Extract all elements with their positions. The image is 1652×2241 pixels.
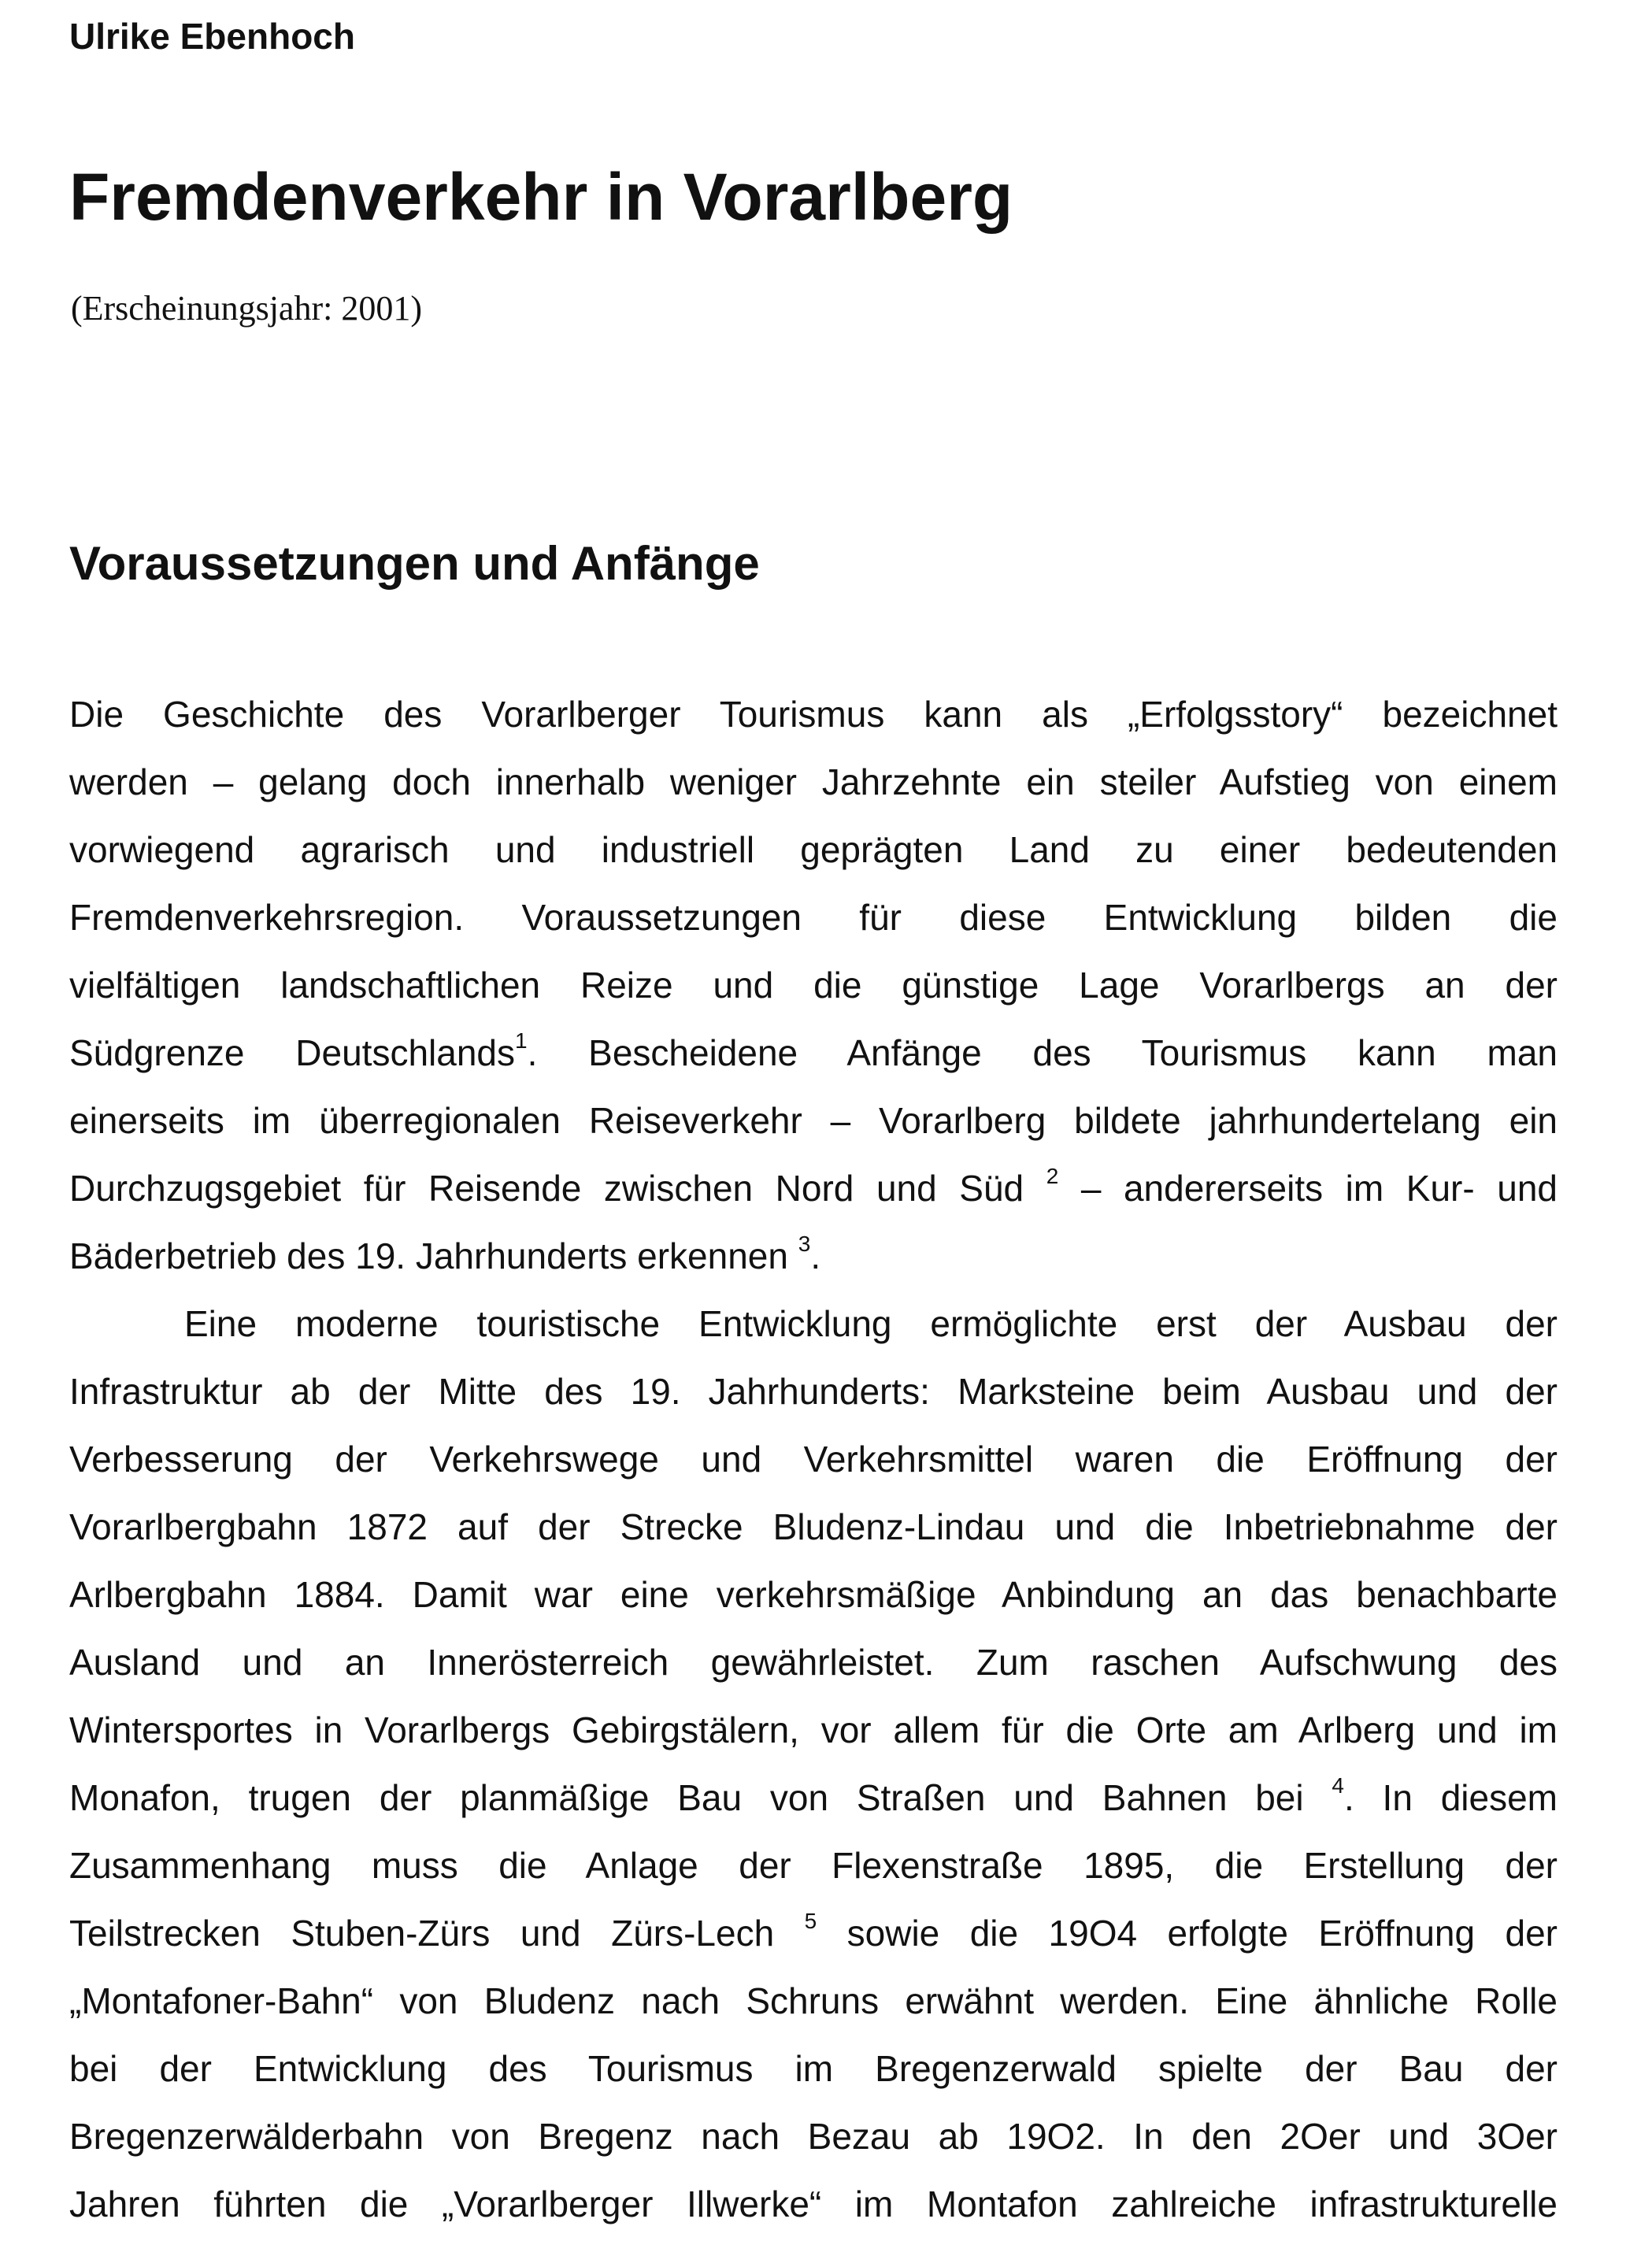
footnote-marker[interactable]: 4 — [1332, 1772, 1344, 1798]
text-line: vielfältigen landschaftlichen Reize und die günstige Lage Vorarlbergs an der — [69, 965, 1558, 1006]
text-line: Wintersportes in Vorarlbergs Gebirgstälern, vor allem für die Orte am Arlberg und im — [69, 1709, 1558, 1750]
document-title: Fremdenverkehr in Vorarlberg — [69, 160, 1013, 234]
text-line — [69, 1899, 1558, 1967]
text-segment: Bäderbetrieb des 19. Jahrhunderts erkennen — [69, 1235, 798, 1276]
text-line: Infrastruktur ab der Mitte des 19. Jahrhunderts: Marksteine beim Ausbau und der — [69, 1371, 1558, 1412]
text-segment: . In diesem — [1343, 1777, 1558, 1818]
text-line — [69, 1764, 1558, 1832]
text-line: einerseits im überregionalen Reiseverkehr – Vorarlberg bildete jahrhundertelang ein — [69, 1100, 1558, 1141]
text-line — [69, 1222, 1558, 1290]
body-text — [69, 680, 1558, 2238]
text-segment: . Bescheidene Anfänge des Tourismus kann man — [527, 1032, 1558, 1073]
text-line: Zusammenhang muss die Anlage der Flexenstraße 1895, die Erstellung der — [69, 1845, 1558, 1886]
text-line: bei der Entwicklung des Tourismus im Bregenzerwald spielte der Bau der — [69, 2048, 1558, 2089]
text-line: Verbesserung der Verkehrswege und Verkehrsmittel waren die Eröffnung der — [69, 1439, 1558, 1480]
footnote-marker[interactable]: 1 — [515, 1028, 528, 1053]
text-line: Bregenzerwälderbahn von Bregenz nach Bezau ab 19O2. In den 2Oer und 3Oer — [69, 2116, 1558, 2157]
text-segment: Südgrenze Deutschlands — [69, 1032, 515, 1073]
text-line: Fremdenverkehrsregion. Voraussetzungen für diese Entwicklung bilden die — [69, 897, 1558, 938]
text-line: Jahren führten die „Vorarlberger Illwerke“ im Montafon zahlreiche infrastrukturelle — [69, 2184, 1558, 2224]
text-segment: Teilstrecken Stuben-Zürs und Zürs-Lech — [69, 1913, 805, 1954]
section-heading: Voraussetzungen und Anfänge — [69, 537, 760, 590]
text-line: vorwiegend agrarisch und industriell geprägten Land zu einer bedeutenden — [69, 829, 1558, 870]
text-line: Vorarlbergbahn 1872 auf der Strecke Bludenz-Lindau und die Inbetriebnahme der — [69, 1506, 1558, 1547]
footnote-marker[interactable]: 2 — [1046, 1163, 1059, 1188]
text-segment: Durchzugsgebiet für Reisende zwischen Nord und Süd — [69, 1168, 1046, 1209]
publication-year: (Erscheinungsjahr: 2001) — [71, 289, 422, 328]
text-segment: Monafon, trugen der planmäßige Bau von Straßen und Bahnen bei — [69, 1777, 1332, 1818]
text-line — [69, 1019, 1558, 1087]
text-segment: sowie die 19O4 erfolgte Eröffnung der — [817, 1913, 1558, 1954]
text-line: Eine moderne touristische Entwicklung ermöglichte erst der Ausbau der — [184, 1303, 1558, 1344]
text-line: Ausland und an Innerösterreich gewährleistet. Zum raschen Aufschwung des — [69, 1642, 1558, 1683]
text-segment: – andererseits im Kur- und — [1058, 1168, 1558, 1209]
text-line: Arlbergbahn 1884. Damit war eine verkehrsmäßige Anbindung an das benachbarte — [69, 1574, 1558, 1615]
author-name: Ulrike Ebenhoch — [69, 16, 355, 57]
text-line: „Montafoner-Bahn“ von Bludenz nach Schruns erwähnt werden. Eine ähnliche Rolle — [69, 1980, 1558, 2021]
text-line: Die Geschichte des Vorarlberger Tourismus kann als „Erfolgsstory“ bezeichnet — [69, 694, 1558, 735]
text-segment: . — [810, 1235, 821, 1276]
footnote-marker[interactable]: 5 — [804, 1908, 817, 1933]
footnote-marker[interactable]: 3 — [798, 1231, 811, 1256]
text-line — [69, 1154, 1558, 1222]
text-line: werden – gelang doch innerhalb weniger Jahrzehnte ein steiler Aufstieg von einem — [69, 761, 1558, 802]
